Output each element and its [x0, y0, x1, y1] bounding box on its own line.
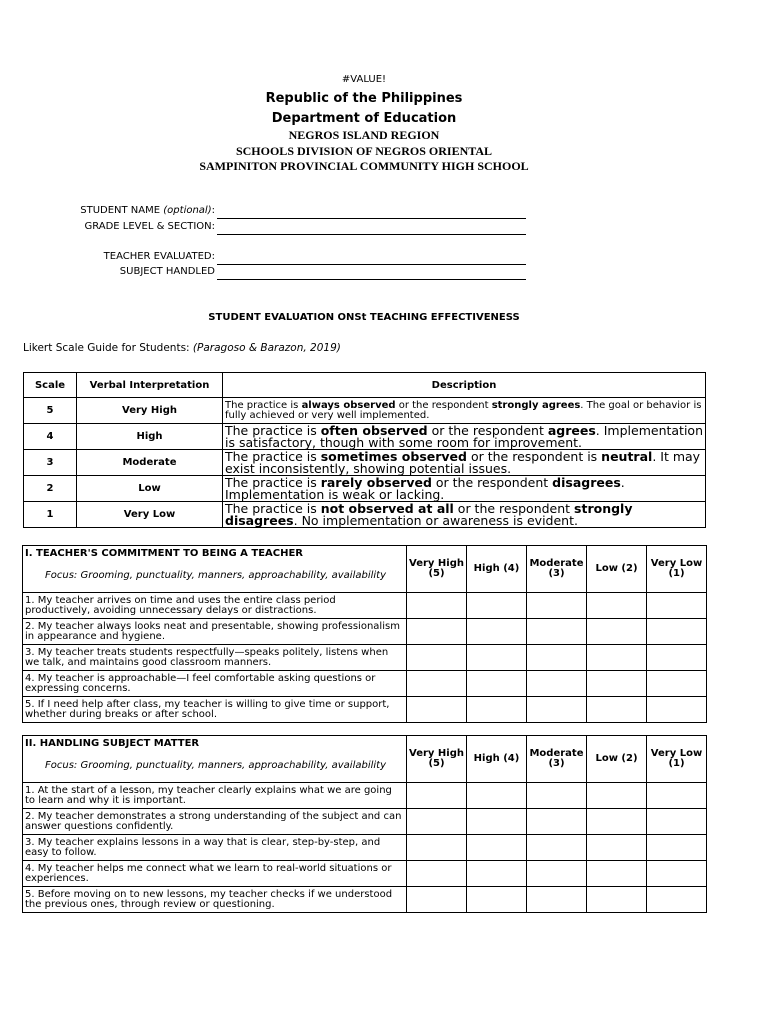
rating-cell-5[interactable] — [407, 671, 467, 697]
likert-header-row — [24, 373, 706, 398]
section1-focus: Focus: Grooming, punctuality, manners, approachability, availability — [45, 570, 387, 581]
rating-cell-2[interactable] — [587, 887, 647, 913]
rating-cell-3[interactable] — [527, 809, 587, 835]
likert-row — [24, 424, 706, 450]
rating-header-2: Low (2) — [587, 736, 647, 783]
page-title: STUDENT EVALUATION ONSt TEACHING EFFECTIVENESS — [208, 312, 520, 323]
scale-value: 3 — [24, 450, 77, 476]
scale-value: 5 — [24, 398, 77, 424]
rating-cell-5[interactable] — [407, 809, 467, 835]
likert-row — [24, 398, 706, 424]
verbal-value: Very Low — [77, 502, 223, 528]
scale-value: 2 — [24, 476, 77, 502]
rating-cell-2[interactable] — [587, 671, 647, 697]
rating-cell-2[interactable] — [587, 809, 647, 835]
error-value: #VALUE! — [341, 74, 387, 85]
grade-level-label: GRADE LEVEL & SECTION: — [84, 221, 215, 232]
grade-level-line[interactable] — [217, 234, 526, 235]
question-text: 3. My teacher treats students respectfully—speaks politely, listens when we talk, and maintains good classroom manners. — [23, 645, 407, 671]
rating-cell-2[interactable] — [587, 619, 647, 645]
description-value: The practice is rarely observed or the respondent disagrees. Implementation is weak or lacking. — [223, 476, 706, 502]
table-row — [23, 645, 707, 671]
table-row — [23, 593, 707, 619]
verbal-value: High — [77, 424, 223, 450]
section1-header — [23, 546, 407, 593]
question-text: 1. My teacher arrives on time and uses the entire class period productively, avoiding unnecessary delays or distractions. — [23, 593, 407, 619]
student-name-line[interactable] — [217, 218, 526, 219]
region-heading: NEGROS ISLAND REGION — [288, 128, 440, 142]
table-row — [23, 619, 707, 645]
rating-cell-5[interactable] — [407, 887, 467, 913]
rating-cell-3[interactable] — [527, 671, 587, 697]
section2-title: II. HANDLING SUBJECT MATTER — [25, 738, 200, 749]
question-text: 5. If I need help after class, my teacher is willing to give time or support, whether during breaks or after school. — [23, 697, 407, 723]
description-value: The practice is often observed or the respondent agrees. Implementation is satisfactory, though with some room for improvement. — [223, 424, 706, 450]
section2-focus: Focus: Grooming, punctuality, manners, approachability, availability — [45, 760, 387, 771]
likert-row — [24, 476, 706, 502]
rating-cell-4[interactable] — [467, 861, 527, 887]
rating-cell-1[interactable] — [647, 593, 707, 619]
rating-cell-4[interactable] — [467, 835, 527, 861]
rating-cell-5[interactable] — [407, 835, 467, 861]
description-value: The practice is not observed at all or the respondent strongly disagrees. No implementation or awareness is evident. — [223, 502, 706, 528]
school-heading: SAMPINITON PROVINCIAL COMMUNITY HIGH SCHOOL — [199, 159, 529, 173]
rating-cell-1[interactable] — [647, 697, 707, 723]
rating-cell-3[interactable] — [527, 887, 587, 913]
teacher-label: TEACHER EVALUATED: — [103, 251, 215, 262]
likert-guide: Likert Scale Guide for Students: (Paragoso & Barazon, 2019) — [23, 342, 341, 354]
teacher-line[interactable] — [217, 264, 526, 265]
rating-cell-5[interactable] — [407, 861, 467, 887]
question-text: 5. Before moving on to new lessons, my teacher checks if we understood the previous ones, through review or questioning. — [23, 887, 407, 913]
verbal-value: Very High — [77, 398, 223, 424]
table-row — [23, 809, 707, 835]
rating-cell-1[interactable] — [647, 887, 707, 913]
rating-header-5: Very High (5) — [407, 546, 467, 593]
table-row — [23, 835, 707, 861]
rating-cell-1[interactable] — [647, 835, 707, 861]
table-row — [23, 671, 707, 697]
likert-table — [23, 372, 706, 528]
rating-cell-4[interactable] — [467, 697, 527, 723]
rating-cell-4[interactable] — [467, 671, 527, 697]
rating-cell-5[interactable] — [407, 593, 467, 619]
verbal-value: Low — [77, 476, 223, 502]
rating-header-4: High (4) — [467, 736, 527, 783]
question-text: 4. My teacher is approachable—I feel comfortable asking questions or expressing concerns. — [23, 671, 407, 697]
rating-cell-4[interactable] — [467, 783, 527, 809]
table-row — [23, 697, 707, 723]
rating-header-1: Very Low (1) — [647, 546, 707, 593]
rating-cell-3[interactable] — [527, 619, 587, 645]
rating-cell-5[interactable] — [407, 697, 467, 723]
table-row — [23, 887, 707, 913]
subject-label: SUBJECT HANDLED — [119, 266, 215, 277]
rating-cell-4[interactable] — [467, 619, 527, 645]
question-text: 3. My teacher explains lessons in a way that is clear, step-by-step, and easy to follow. — [23, 835, 407, 861]
rating-cell-2[interactable] — [587, 645, 647, 671]
rating-cell-2[interactable] — [587, 697, 647, 723]
rating-cell-1[interactable] — [647, 645, 707, 671]
section2-table — [22, 735, 707, 913]
question-text: 2. My teacher demonstrates a strong understanding of the subject and can answer questions confidently. — [23, 809, 407, 835]
rating-cell-4[interactable] — [467, 809, 527, 835]
rating-cell-2[interactable] — [587, 593, 647, 619]
rating-cell-3[interactable] — [527, 861, 587, 887]
rating-cell-3[interactable] — [527, 835, 587, 861]
rating-cell-3[interactable] — [527, 783, 587, 809]
question-text: 4. My teacher helps me connect what we learn to real-world situations or experiences. — [23, 861, 407, 887]
rating-header-2: Low (2) — [587, 546, 647, 593]
question-text: 1. At the start of a lesson, my teacher clearly explains what we are going to learn and why it is important. — [23, 783, 407, 809]
rating-cell-3[interactable] — [527, 697, 587, 723]
section2-header — [23, 736, 407, 783]
rating-cell-5[interactable] — [407, 645, 467, 671]
scale-value: 4 — [24, 424, 77, 450]
rating-cell-5[interactable] — [407, 619, 467, 645]
rating-header-3: Moderate (3) — [527, 736, 587, 783]
section1-header-row — [23, 546, 707, 593]
department-heading: Department of Education — [271, 111, 457, 126]
verbal-header: Verbal Interpretation — [77, 373, 223, 398]
likert-row — [24, 450, 706, 476]
description-value: The practice is sometimes observed or the respondent is neutral. It may exist inconsistently, showing potential issues. — [223, 450, 706, 476]
table-row — [23, 861, 707, 887]
rating-header-4: High (4) — [467, 546, 527, 593]
rating-cell-4[interactable] — [467, 887, 527, 913]
rating-cell-1[interactable] — [647, 861, 707, 887]
rating-cell-1[interactable] — [647, 619, 707, 645]
likert-row — [24, 502, 706, 528]
rating-header-3: Moderate (3) — [527, 546, 587, 593]
rating-header-5: Very High (5) — [407, 736, 467, 783]
rating-cell-3[interactable] — [527, 593, 587, 619]
rating-cell-2[interactable] — [587, 783, 647, 809]
rating-cell-1[interactable] — [647, 783, 707, 809]
rating-header-1: Very Low (1) — [647, 736, 707, 783]
rating-cell-2[interactable] — [587, 861, 647, 887]
question-text: 2. My teacher always looks neat and presentable, showing professionalism in appearance and hygiene. — [23, 619, 407, 645]
scale-value: 1 — [24, 502, 77, 528]
description-header: Description — [223, 373, 706, 398]
rating-cell-4[interactable] — [467, 645, 527, 671]
student-name-label: STUDENT NAME (optional): — [80, 205, 215, 216]
rating-cell-3[interactable] — [527, 645, 587, 671]
rating-cell-5[interactable] — [407, 783, 467, 809]
scale-header: Scale — [24, 373, 77, 398]
rating-cell-4[interactable] — [467, 593, 527, 619]
rating-cell-2[interactable] — [587, 835, 647, 861]
section2-header-row — [23, 736, 707, 783]
section1-title: I. TEACHER'S COMMITMENT TO BEING A TEACHER — [25, 548, 304, 559]
republic-heading: Republic of the Philippines — [265, 91, 463, 106]
description-value: The practice is always observed or the respondent strongly agrees. The goal or behavior is fully achieved or very well implemented. — [223, 398, 706, 424]
verbal-value: Moderate — [77, 450, 223, 476]
rating-cell-1[interactable] — [647, 809, 707, 835]
rating-cell-1[interactable] — [647, 671, 707, 697]
subject-line[interactable] — [217, 279, 526, 280]
section1-table — [22, 545, 707, 723]
division-heading: SCHOOLS DIVISION OF NEGROS ORIENTAL — [235, 144, 493, 158]
table-row — [23, 783, 707, 809]
